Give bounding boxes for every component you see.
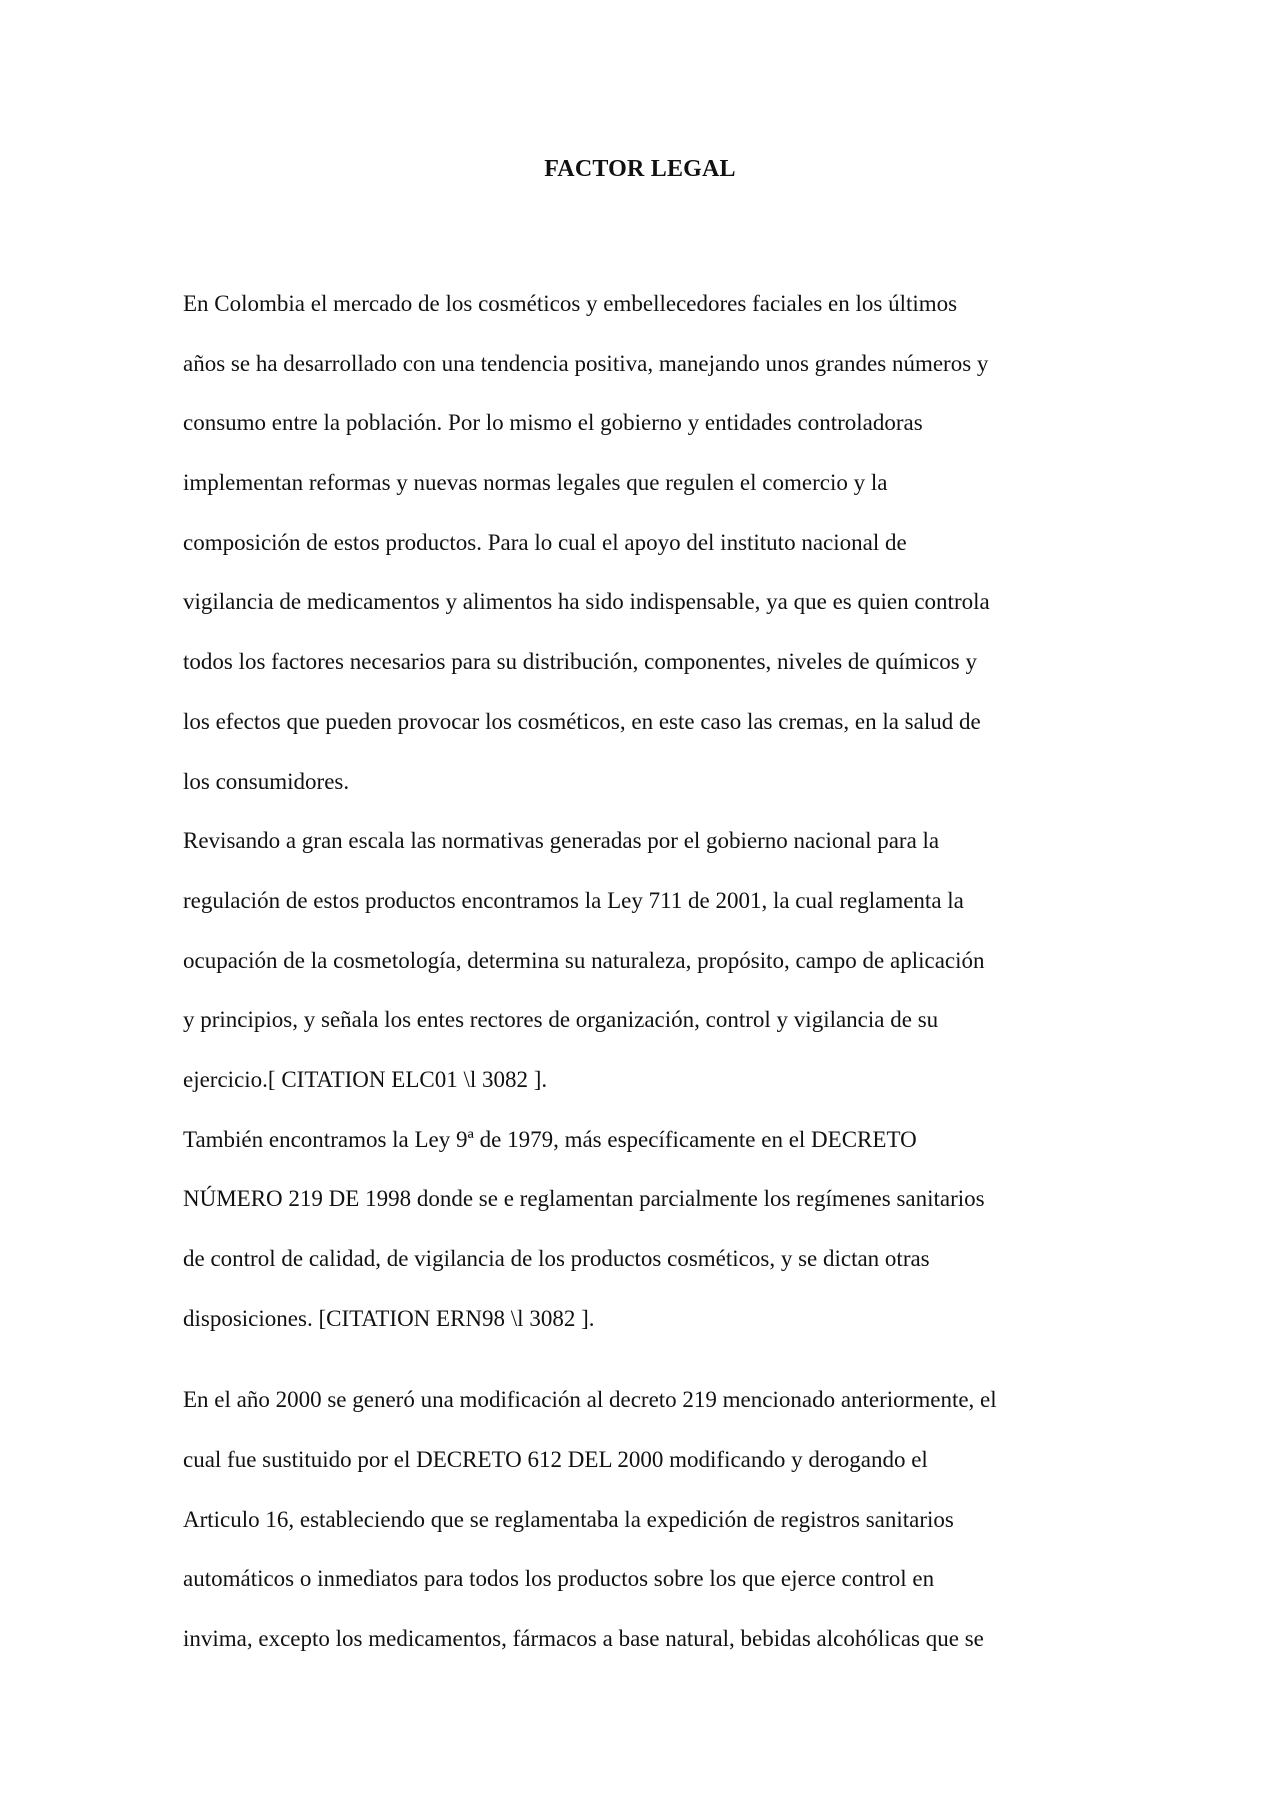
body-line: Articulo 16, estableciendo que se reglamentaba la expedición de registros sanitarios bbox=[183, 1506, 954, 1532]
body-line: ocupación de la cosmetología, determina su naturaleza, propósito, campo de aplicación bbox=[183, 947, 985, 973]
body-line: de control de calidad, de vigilancia de los productos cosméticos, y se dictan otras bbox=[183, 1246, 930, 1271]
body-line: los consumidores. bbox=[183, 768, 350, 794]
body-line: regulación de estos productos encontramos la Ley 711 de 2001, la cual reglamenta la bbox=[183, 887, 964, 913]
body-line: años se ha desarrollado con una tendencia positiva, manejando unos grandes números y bbox=[183, 350, 989, 376]
body-line: cual fue sustituido por el DECRETO 612 DEL 2000 modificando y derogando el bbox=[183, 1447, 928, 1473]
body-line: Revisando a gran escala las normativas generadas por el gobierno nacional para la bbox=[183, 828, 940, 854]
body-line: disposiciones. [CITATION ERN98 \l 3082 ]. bbox=[183, 1305, 595, 1331]
document-body bbox=[183, 287, 1103, 1682]
page-title: FACTOR LEGAL bbox=[544, 156, 736, 182]
body-line: invima, excepto los medicamentos, fármacos a base natural, bebidas alcohólicas que se bbox=[183, 1626, 984, 1652]
body-line: implementan reformas y nuevas normas legales que regulen el comercio y la bbox=[183, 470, 888, 496]
body-line: los efectos que pueden provocar los cosméticos, en este caso las cremas, en la salud de bbox=[183, 708, 981, 734]
body-line: También encontramos la Ley 9ª de 1979, más específicamente en el DECRETO bbox=[183, 1126, 917, 1152]
body-line: y principios, y señala los entes rectores de organización, control y vigilancia de su bbox=[183, 1007, 939, 1033]
body-line: En Colombia el mercado de los cosméticos y embellecedores faciales en los últimos bbox=[183, 291, 958, 316]
body-line: todos los factores necesarios para su distribución, componentes, niveles de químicos y bbox=[183, 649, 977, 675]
body-line: automáticos o inmediatos para todos los productos sobre los que ejerce control en bbox=[183, 1566, 935, 1592]
body-line: ejercicio.[ CITATION ELC01 \l 3082 ]. bbox=[183, 1066, 548, 1092]
body-line: vigilancia de medicamentos y alimentos ha sido indispensable, ya que es quien controla bbox=[183, 589, 990, 615]
body-line: NÚMERO 219 DE 1998 donde se e reglamentan parcialmente los regímenes sanitarios bbox=[183, 1186, 985, 1212]
body-line: composición de estos productos. Para lo cual el apoyo del instituto nacional de bbox=[183, 529, 907, 555]
body-line: consumo entre la población. Por lo mismo el gobierno y entidades controladoras bbox=[183, 410, 923, 436]
body-line: En el año 2000 se generó una modificación al decreto 219 mencionado anteriormente, el bbox=[183, 1387, 997, 1413]
paragraph-gap bbox=[183, 1361, 1103, 1383]
